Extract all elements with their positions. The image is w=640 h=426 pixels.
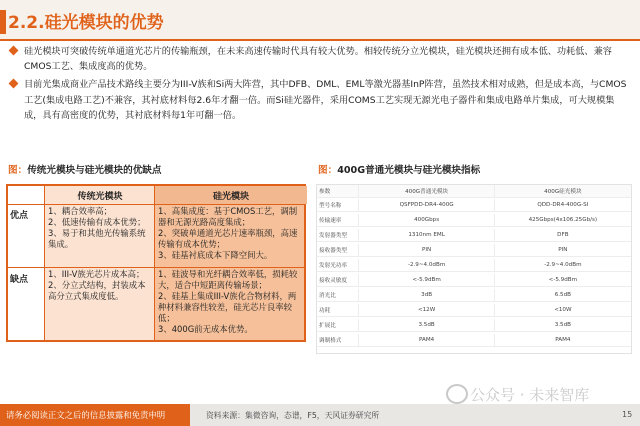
page-number: 15: [622, 410, 633, 419]
header-traditional: 传统光模块: [44, 186, 155, 204]
table-row: [317, 304, 631, 317]
table-cell: QSFPDD-DR4-400G: [358, 199, 493, 211]
table-row: [317, 214, 631, 227]
table-cell: 参数: [319, 189, 331, 196]
right-caption-text: 400G普通光模块与硅光模块指标: [337, 165, 481, 176]
table-cell: 传输速率: [319, 218, 342, 225]
title-accent: [0, 10, 6, 34]
footer: [0, 404, 640, 426]
table-cell: 型号名称: [319, 203, 342, 210]
table-cell: 功耗: [319, 308, 331, 315]
pros-cons-table: [6, 184, 306, 342]
diamond-bullet-icon: [9, 79, 19, 89]
title-underline: [0, 39, 640, 41]
table-cell: 消光比: [319, 293, 336, 300]
table-cell: 调制格式: [319, 338, 342, 345]
table-cell: PIN: [358, 244, 493, 256]
pros-silicon-cell: 1、高集成度：基于CMOS工艺，调制器和无源光路高度集成； 2、突破单通道光芯片速率瓶颈，高速传输有成本优势； 3、硅基衬底成本下降空间大。: [155, 205, 304, 267]
bullet-text: 目前光集成商业产品技术路线主要分为III-V族和Si两大阵营，其中DFB、DML、EML等激光器基InP阵营，虽然技术相对成熟，但是成本高，与CMOS工艺(集成电路工艺)不兼容，其衬底材料每2.6年才翻一倍。而Si硅光器件，采用COMS工艺实现无源光电子器件和集成电路单片集成，可大规模集成，具有高密度的优势，其衬底材料每1年可翻一倍。: [24, 79, 627, 121]
table-cell: 3.5dB: [358, 319, 493, 331]
table-corner: [8, 186, 44, 204]
table-row: [317, 229, 631, 242]
table-cell: -2.9~4.0dBm: [358, 259, 493, 271]
table-row: [317, 259, 631, 272]
bullet-item: [10, 44, 630, 74]
spec-comparison-table: [316, 184, 632, 354]
table-cell: 6.5dB: [494, 289, 631, 301]
table-cell: 400G硅光模块: [494, 185, 631, 197]
table-cell: PIN: [494, 244, 631, 256]
table-row: [317, 319, 631, 332]
disclaimer-text: 请务必阅读正文之后的信息披露和免责申明: [0, 404, 190, 426]
table-cell: 接收器类型: [319, 248, 347, 255]
right-figure-caption: [318, 162, 480, 176]
table-cell: 3.5dB: [494, 319, 631, 331]
diamond-bullet-icon: [9, 46, 19, 56]
table-cell: PAM4: [494, 334, 631, 346]
row-label-pros: 优点: [10, 211, 29, 221]
bullet-item: [10, 77, 630, 123]
table-cell: -2.9~4.0dBm: [494, 259, 631, 271]
page-title: 2.2.硅光模块的优势: [8, 13, 164, 33]
table-cell: 3dB: [358, 289, 493, 301]
table-row: [317, 199, 631, 212]
left-caption-prefix: 图：: [8, 165, 28, 176]
header-silicon: 硅光模块: [154, 186, 307, 204]
table-cell: <10W: [494, 304, 631, 316]
table-cell: 接收灵敏度: [319, 278, 347, 285]
table-cell: <12W: [358, 304, 493, 316]
table-cell: 400G普通光模块: [358, 185, 493, 197]
source-note: 资料来源：集微咨询，态谱，F5，天风证券研究所: [206, 411, 380, 420]
table-cell: PAM4: [358, 334, 493, 346]
row-label-cons: 缺点: [10, 275, 29, 285]
table-cell: 发射光功率: [319, 263, 347, 270]
table-row: [317, 244, 631, 257]
right-caption-prefix: 图：: [318, 165, 338, 176]
pros-traditional-cell: 1、耦合效率高； 2、低速传输有成本优势； 3、易于和其他光传输系统集成。: [45, 205, 154, 267]
table-cell: DFB: [494, 229, 631, 241]
table-row: [317, 289, 631, 302]
table-cell: 发射器类型: [319, 233, 347, 240]
wechat-icon: [446, 384, 468, 404]
cons-silicon-cell: 1、硅波导和光纤耦合效率低，损耗较大，适合中短距离传输场景； 2、硅基上集成III-V族化合物材料，两种材料兼容性较差，硅光芯片良率较低； 3、400G前无成本优势。: [155, 268, 304, 340]
table-row: [317, 185, 631, 198]
bullet-list: [10, 44, 630, 126]
table-row: [317, 274, 631, 287]
table-cell: 400Gbps: [358, 214, 493, 226]
watermark: 公众号 · 未来智库: [470, 386, 590, 404]
table-cell: <-5.9dBm: [494, 274, 631, 286]
table-row: [317, 334, 631, 347]
table-cell: 425Gbps(4x106.25Gb/s): [494, 214, 631, 226]
left-figure-caption: [8, 162, 162, 176]
left-caption-text: 传统光模块与硅光模块的优缺点: [27, 165, 162, 176]
cons-traditional-cell: 1、III-V族光芯片成本高； 2、分立式结构，封装成本高分立式集成度低。: [45, 268, 154, 340]
table-cell: 扩展比: [319, 323, 336, 330]
table-cell: <-5.9dBm: [358, 274, 493, 286]
table-cell: QDD-DR4-400G-SI: [494, 199, 631, 211]
table-cell: 1310nm EML: [358, 229, 493, 241]
bullet-text: 硅光模块可突破传统单通道光芯片的传输瓶颈，在未来高速传输时代具有较大优势。相较传统分立光模块，硅光模块还拥有成本低、功耗低、兼容CMOS工艺、集成度高的优势。: [24, 46, 612, 73]
